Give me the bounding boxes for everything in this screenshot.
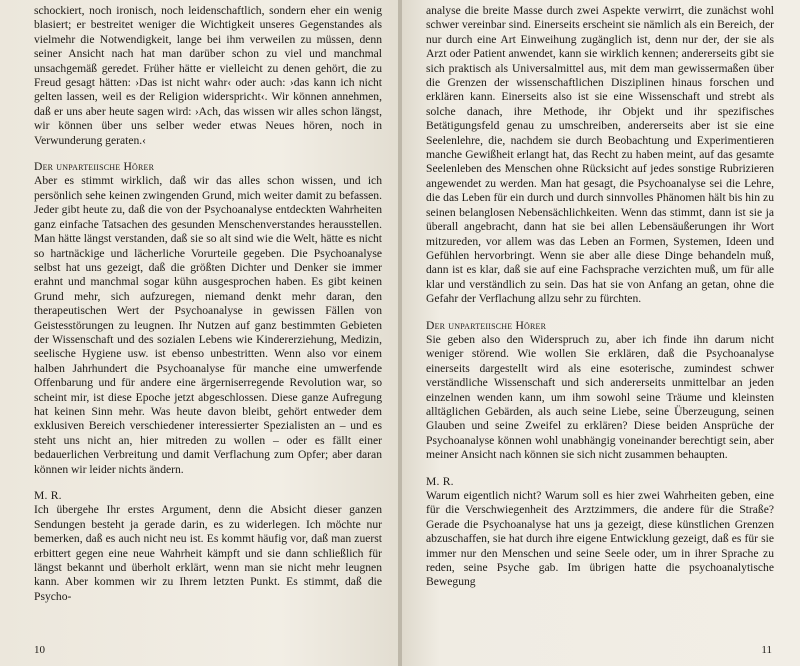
paragraph: analyse die breite Masse durch zwei Aspekte verwirrt, die zunächst wohl schwer vereinbar sind. Einerseits erscheint sie nämlich als ein Bereich, der nur durch eine Art Einweihung zugänglich ist, denn nur der, der sie als Arzt oder Patient anwendet, kann sie wirklich kennen; andererseits gibt sie sich praktisch als Universalmittel aus, mit dem man gewissermaßen über die Grenzen der wissenschaftlichen Disziplinen hinaus forschen und erklären kann. Einerseits also ist sie eine Wissenschaft und strebt als solche danach, ihre Methode, ihr Objekt und ihr spezifisches Betätigungsfeld genau zu umschreiben, andererseits aber ist sie eine Seelenlehre, die, nachdem sie durch Beobachtung und Experimentieren manche Gewißheit erlangt hat, das Recht zu haben meint, auf das gesamte Seelenleben des Menschen ohne Rücksicht auf jedes sonstige Rubrizieren angewendet zu werden. Man hat gesagt, die Psychoanalyse sei die Lehre, die das Leben für ein durch und durch sinnvolles Phänomen hält bis hin zu seinen belanglosen Nebensächlichkeiten. Wenn das stimmt, dann ist sie ja überall angebracht, dann hat sie bei allen Lebensäußerungen ihr Wort mitzureden, vor allem was das Leben an Formen, Systemen, Ideen und Gefühlen hervorbringt. Wenn sie aber alle diese Dinge behandeln muß, dann ist es klar, daß sie auf eine Fachsprache verzichten muß, um für alle klar und verständlich zu sein. Das hat sie von Anfang an getan, ohne die Gefahr der Verflachung allzu sehr zu fürchten.	[426, 4, 774, 306]
right-page	[400, 0, 800, 666]
page-number: 11	[761, 644, 772, 656]
speaker-heading: Der unparteiische Hörer	[426, 318, 547, 332]
speaker-heading: Der unparteiische Hörer	[34, 160, 155, 174]
book-gutter	[398, 0, 402, 666]
page-number: 10	[34, 644, 45, 656]
paragraph: Sie geben also den Widerspruch zu, aber ich finde ihn darum nicht weniger störend. Wie wollen Sie erklären, daß die Psychoanalyse einerseits dargestellt wird als eine esoterische, zumindest schwer verständliche Wissenschaft und sich andererseits unmittelbar an jeden einzelnen wenden kann, um ihm sowohl seine Träume und kleinsten alltäglichen Gebärden, als auch seine Liebe, seine Überzeugung, seinen Glauben und seine Zweifel zu erklären? Diese beiden Ansprüche der Psychoanalyse können wohl unabhängig voneinander berechtigt sein, aber meiner Ansicht nach können sie sich nicht zusammen behaupten.	[426, 332, 774, 462]
paragraph: Ich übergehe Ihr erstes Argument, denn die Absicht dieser ganzen Sendungen besteht ja gerade darin, es zu widerlegen. Ich möchte nur bemerken, daß es auch nicht neu ist. Es kommt häufig vor, daß man zuerst erbittert gegen eine neue Wahrheit kämpft und sie dann schließlich für längst bekannt und überholt erklärt, wenn man sie nicht mehr leugnen kann. Aber kommen wir zu Ihrem letzten Punkt. Es stimmt, daß die Psycho-	[34, 503, 382, 603]
right-page-text	[426, 4, 774, 590]
paragraph: Aber es stimmt wirklich, daß wir das alles schon wissen, und ich persönlich sehe keinen zwingenden Grund, mich weiter damit zu befassen. Jeder gibt heute zu, daß die von der Psychoanalyse entdeckten Wahrheiten ganz einfache Tatsachen des gesunden Menschenverstandes herausstellen. Man hätte längst verstanden, daß sie so alt sind wie die Welt, hätte es nicht so hartnäckige und lächerliche Vorurteile gegeben. Die Psychoanalyse selbst hat uns gezeigt, daß die größten Dichter und Denker sie immer erahnt und manchmal sogar kühn ausgesprochen haben. Es gibt keinen Grund mehr, sich aufzuregen, niemand denkt mehr daran, den therapeutischen Wert der Psychoanalyse in gewissen Fällen von Geistesstörungen zu leugnen. Ihr Nutzen auf ganz bestimmten Gebieten der Wissenschaft und des sozialen Lebens wie Kindererziehung, Medizin, seelische Hygiene usw. ist ebenso unbestritten. Wenn also vor einem halben Jahrhundert die Psychoanalyse für manche eine umwerfende Offenbarung und für andere eine ärgerniserregende Revolution war, so scheint mir, ist diese Epoche jetzt abgeschlossen. Diese ganze Aufregung hat keinen Sinn mehr. Was heute davon bleibt, gehört entweder dem exklusiven Bereich verschiedener interessierter Spezialisten an – und es steht uns nicht an, hier mitreden zu wollen – oder es fällt einer bedauerlichen Verbreitung und damit Verflachung zum Opfer; aber daran können wir leider nichts ändern.	[34, 174, 382, 476]
paragraph: schockiert, noch ironisch, noch leidenschaftlich, sondern eher ein wenig blasiert; er bestreitet weniger die Wichtigkeit unseres Gegenstandes als vielmehr die Notwendigkeit, lange bei ihm verweilen zu müssen, denn seiner Ansicht nach hat man darüber schon zu viel und manchmal unsachgemäß geredet. Früher hätte er vielleicht zu denen gehört, die zu Freud gesagt hätten: ›Das ist nicht wahr‹ oder auch: ›das kann ich nicht gelten lassen, weil es der Religion widerspricht‹. Wir können annehmen, daß er uns aber heute sagen wird: ›Ach, das wissen wir alles schon längst, wir können über uns selber weder etwas Neues hören, noch in Verwunderung geraten.‹	[34, 4, 382, 147]
left-page-text	[34, 4, 382, 604]
speaker-heading: M. R.	[426, 474, 454, 488]
paragraph: Warum eigentlich nicht? Warum soll es hier zwei Wahrheiten geben, eine für die Verschwiegenheit des Arztzimmers, die andere für die Straße? Gerade die Psychoanalyse hat uns ja gezeigt, diese künstlichen Grenzen abzuschaffen, sie hat durch ihre eigene Entwicklung gezeigt, daß es für sie immer nur den Menschen und seine Seele oder, um in ihrer Sprache zu reden, seine Psyche gab. Im übrigen hatte die psychoanalytische Bewegung	[426, 489, 774, 589]
speaker-heading: M. R.	[34, 489, 62, 502]
